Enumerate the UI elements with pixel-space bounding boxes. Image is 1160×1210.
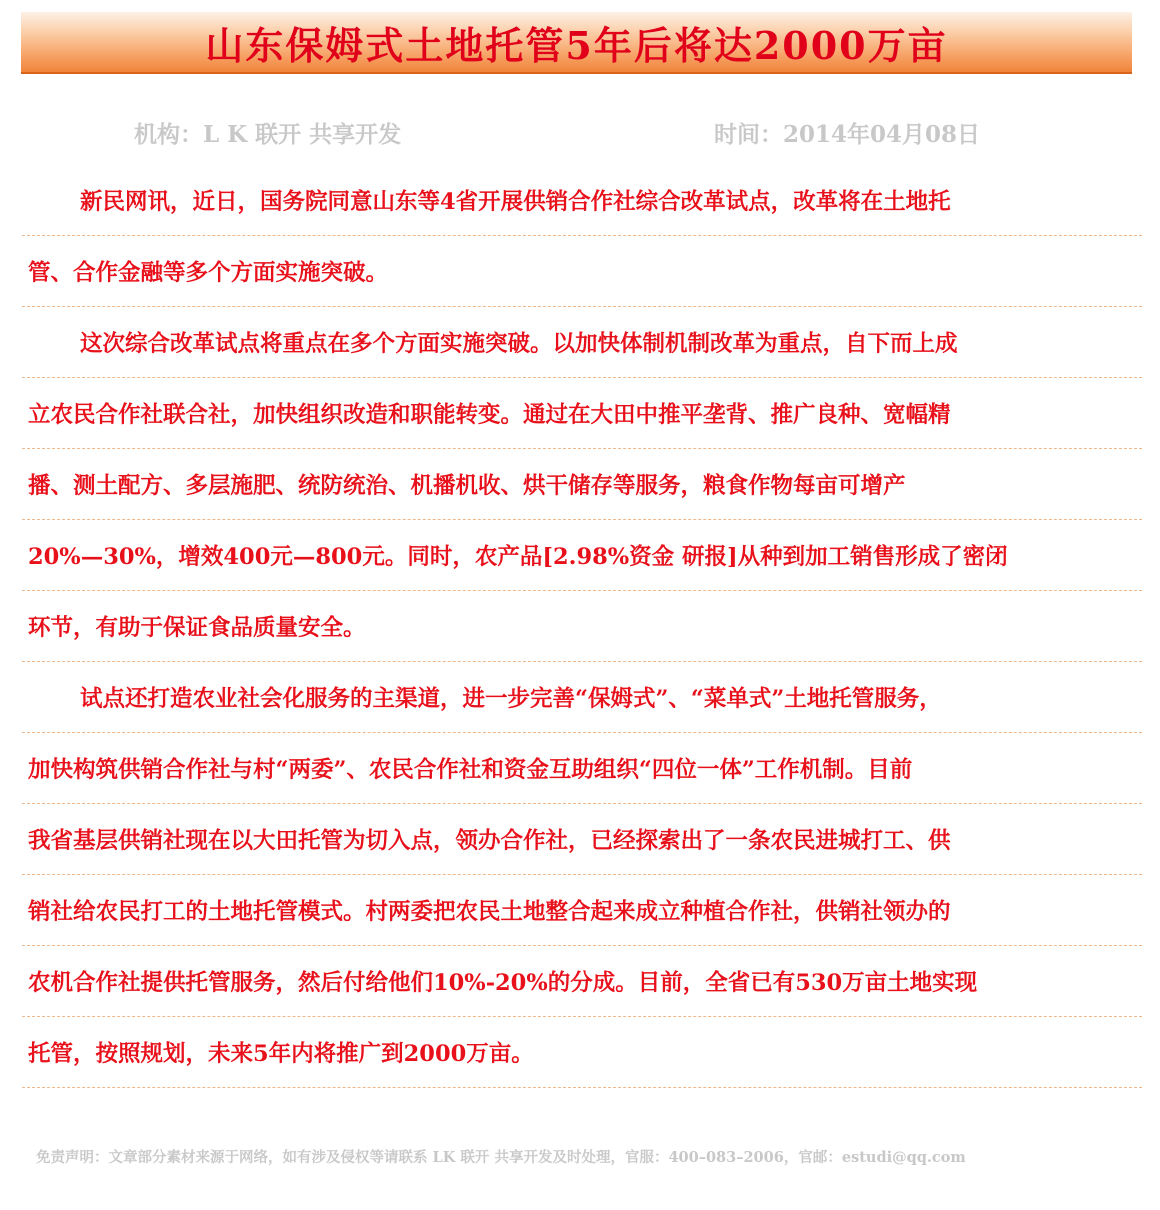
source-org: 机构：L K 联开 共享开发	[134, 121, 402, 148]
publish-date: 时间：2014年04月08日	[714, 121, 981, 148]
article-line: 试点还打造农业社会化服务的主渠道，进一步完善“保姆式”、“菜单式”土地托管服务，	[22, 662, 1142, 733]
article-line: 环节，有助于保证食品质量安全。	[22, 591, 1142, 662]
article-line: 加快构筑供销合作社与村“两委”、农民合作社和资金互助组织“四位一体”工作机制。目前	[22, 733, 1142, 804]
article-line: 销社给农民打工的土地托管模式。村两委把农民土地整合起来成立种植合作社，供销社领办的	[22, 875, 1142, 946]
article-line: 播、测土配方、多层施肥、统防统治、机播机收、烘干储存等服务，粮食作物每亩可增产	[22, 449, 1142, 520]
title-banner	[21, 12, 1132, 74]
article-line: 农机合作社提供托管服务，然后付给他们10%-20%的分成。目前，全省已有530万亩土地实现	[22, 946, 1142, 1017]
article-line: 立农民合作社联合社，加快组织改造和职能转变。通过在大田中推平垄背、推广良种、宽幅精	[22, 378, 1142, 449]
article-line: 20%—30%，增效400元—800元。同时，农产品[2.98%资金 研报]从种到加工销售形成了密闭	[22, 520, 1142, 591]
article-body	[22, 165, 1142, 1088]
article-line: 托管，按照规划，未来5年内将推广到2000万亩。	[22, 1017, 1142, 1088]
article-line: 我省基层供销社现在以大田托管为切入点，领办合作社，已经探索出了一条农民进城打工、供	[22, 804, 1142, 875]
article-line: 管、合作金融等多个方面实施突破。	[22, 236, 1142, 307]
article-line: 新民网讯，近日，国务院同意山东等4省开展供销合作社综合改革试点，改革将在土地托	[22, 165, 1142, 236]
article-line: 这次综合改革试点将重点在多个方面实施突破。以加快体制机制改革为重点，自下而上成	[22, 307, 1142, 378]
page-title: 山东保姆式土地托管5年后将达2000万亩	[205, 22, 948, 68]
disclaimer: 免责声明：文章部分素材来源于网络，如有涉及侵权等请联系 LK 联开 共享开发及时处理，官服：400–083–2006，官邮：estudi@qq.com	[36, 1149, 966, 1166]
